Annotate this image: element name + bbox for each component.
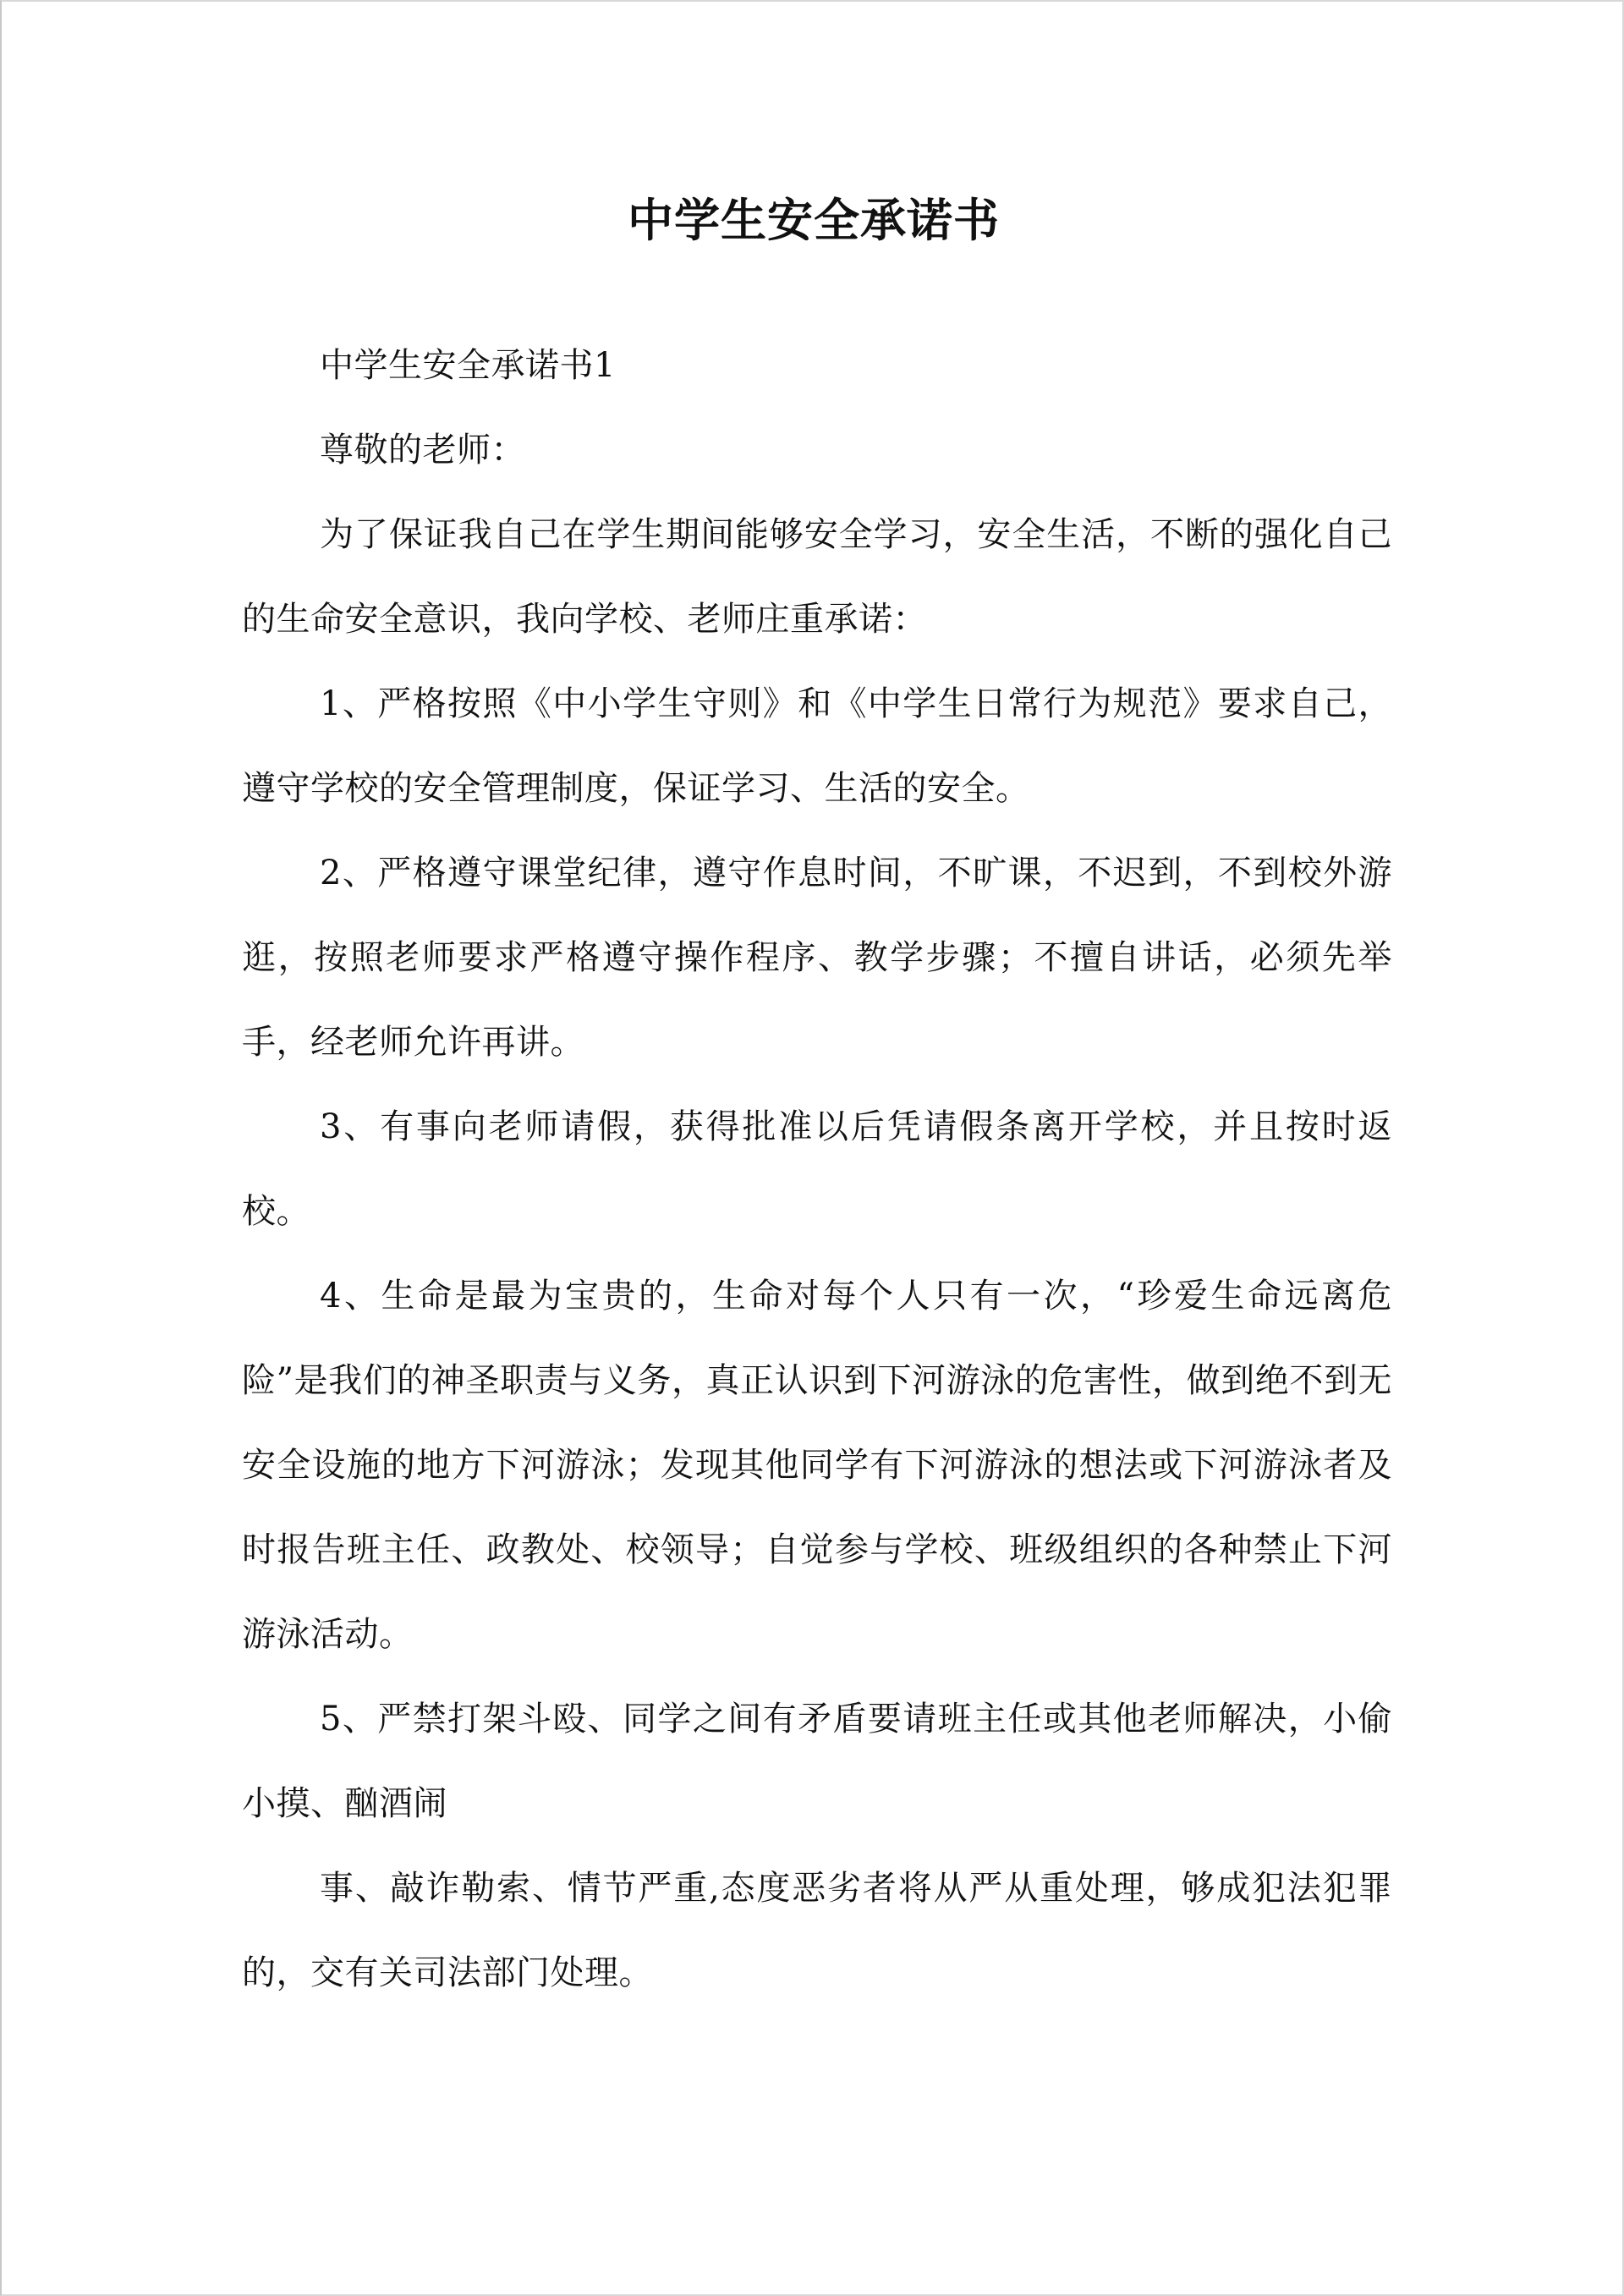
commitment-item-4: 4、生命是最为宝贵的，生命对每个人只有一次，“珍爱生命远离危险”是我们的神圣职责与义务，真正认识到下河游泳的危害性，做到绝不到无安全设施的地方下河游泳；发现其他同学有下河游泳的想法或下河游泳者及时报告班主任、政教处、校领导；自觉参与学校、班级组织的各种禁止下河游泳活动。 — [242, 1277, 1392, 1654]
commitment-item-3: 3、有事向老师请假，获得批准以后凭请假条离开学校，并且按时返校。 — [242, 1107, 1392, 1231]
commitment-item-5: 5、严禁打架斗殴、同学之间有矛盾要请班主任或其他老师解决，小偷小摸、酗酒闹 — [242, 1700, 1392, 1823]
commitment-item-5-continued: 事、敲诈勒索、情节严重,态度恶劣者将从严从重处理，够成犯法犯罪的，交有关司法部门处理。 — [242, 1869, 1392, 1992]
section-heading: 中学生安全承诺书1 — [320, 346, 616, 385]
intro-paragraph: 为了保证我自己在学生期间能够安全学习，安全生活，不断的强化自己的生命安全意识，我向学校、老师庄重承诺： — [242, 515, 1392, 639]
document-title: 中学生安全承诺书 — [628, 193, 1000, 247]
commitment-item-1: 1、严格按照《中小学生守则》和《中学生日常行为规范》要求自己，遵守学校的安全管理制度，保证学习、生活的安全。 — [242, 684, 1392, 808]
commitment-item-2: 2、严格遵守课堂纪律，遵守作息时间，不旷课，不迟到，不到校外游逛，按照老师要求严格遵守操作程序、教学步骤；不擅自讲话，必须先举手，经老师允许再讲。 — [242, 854, 1392, 1062]
document-body — [242, 323, 1392, 2015]
salutation: 尊敬的老师： — [320, 431, 525, 470]
